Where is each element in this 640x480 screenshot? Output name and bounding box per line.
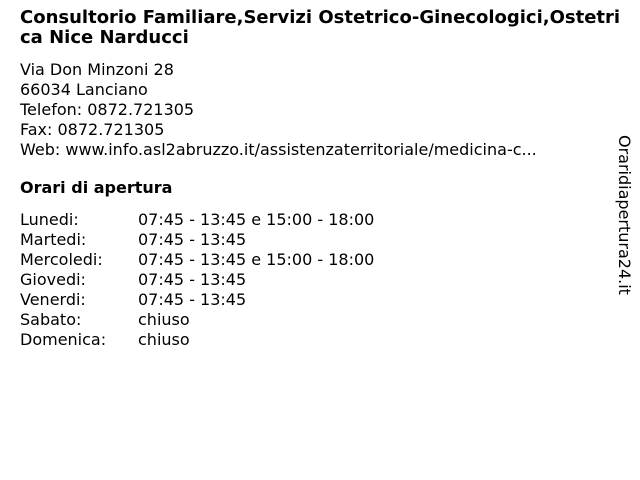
time-value: 07:45 - 13:45 bbox=[138, 270, 247, 289]
fax-number: Fax: 0872.721305 bbox=[20, 120, 165, 139]
hours-row-monday bbox=[20, 210, 605, 230]
day-label: Domenica: bbox=[20, 330, 107, 349]
phone-number: Telefon: 0872.721305 bbox=[20, 100, 195, 119]
hours-row-thursday bbox=[20, 270, 605, 290]
day-label: Martedi: bbox=[20, 230, 87, 249]
day-label: Giovedi: bbox=[20, 270, 86, 289]
address-block bbox=[20, 60, 605, 160]
site-brand-vertical: Oraridiapertura24.it bbox=[615, 135, 634, 295]
website-link[interactable]: Web: www.info.asl2abruzzo.it/assistenzaterritoriale/medicina-c... bbox=[20, 140, 537, 159]
city-address: 66034 Lanciano bbox=[20, 80, 148, 99]
time-value: 07:45 - 13:45 e 15:00 - 18:00 bbox=[138, 210, 375, 229]
time-value: 07:45 - 13:45 e 15:00 - 18:00 bbox=[138, 250, 375, 269]
time-value: 07:45 - 13:45 bbox=[138, 290, 247, 309]
time-value: chiuso bbox=[138, 330, 190, 349]
street-address: Via Don Minzoni 28 bbox=[20, 60, 174, 79]
time-value: 07:45 - 13:45 bbox=[138, 230, 247, 249]
hours-row-saturday bbox=[20, 310, 605, 330]
opening-hours-heading: Orari di apertura bbox=[20, 178, 173, 197]
hours-row-sunday bbox=[20, 330, 605, 350]
day-label: Lunedi: bbox=[20, 210, 79, 229]
day-label: Venerdi: bbox=[20, 290, 86, 309]
hours-row-wednesday bbox=[20, 250, 605, 270]
business-title: Consultorio Familiare,Servizi Ostetrico-Ginecologici,Ostetrica Nice Narducci bbox=[20, 7, 621, 48]
day-label: Mercoledi: bbox=[20, 250, 103, 269]
day-label: Sabato: bbox=[20, 310, 82, 329]
hours-row-tuesday bbox=[20, 230, 605, 250]
hours-row-friday bbox=[20, 290, 605, 310]
opening-hours-list bbox=[20, 210, 605, 350]
time-value: chiuso bbox=[138, 310, 190, 329]
business-card bbox=[20, 7, 621, 350]
